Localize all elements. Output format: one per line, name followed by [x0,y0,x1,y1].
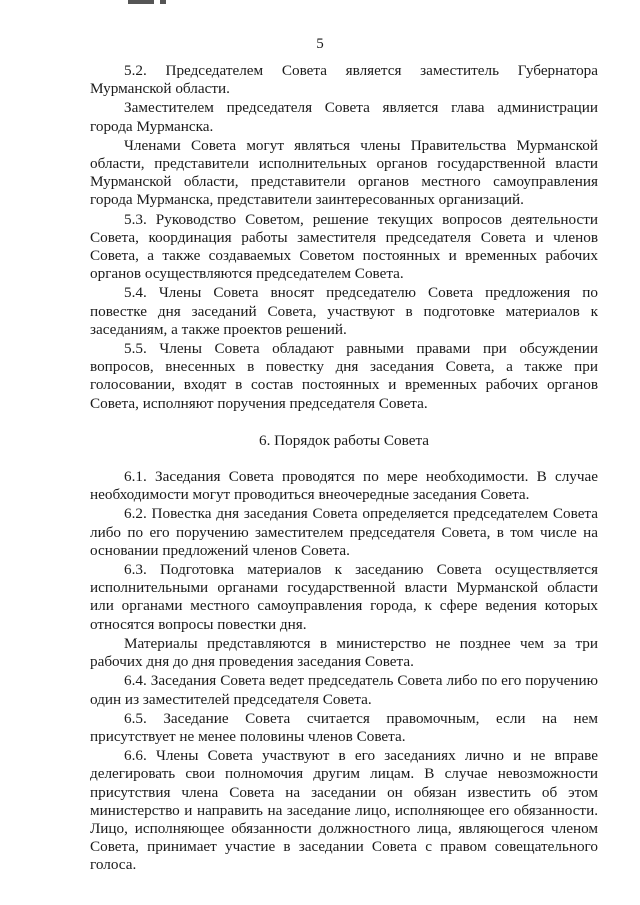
paragraph-members: Членами Совета могут являться члены Правительства Мурманской области, представители исполнительных органов государственной власти Мурманской области, представители органов местного самоуправления города Мурманска, представители заинтересованных организаций. [90,136,598,209]
paragraph-6-2: 6.2. Повестка дня заседания Совета определяется председателем Совета либо по его поручению заместителем председателя Совета, в том числе на основании предложений членов Совета. [90,505,598,559]
paragraph-6-3: 6.3. Подготовка материалов к заседанию Совета осуществляется исполнительными органами государственной власти Мурманской области или органами местного самоуправления города, к сфере ведения которых относятся вопросы повестки дня. [90,561,598,633]
scan-artifact [160,0,166,4]
paragraph-5-3: 5.3. Руководство Советом, решение текущих вопросов деятельности Совета, координация работы заместителя председателя Совета и членов Совета, а также создаваемых Советом постоянных и временных рабочих органов осуществляются председателем Совета. [90,210,598,283]
paragraph-6-5: 6.5. Заседание Совета считается правомочным, если на нем присутствует не менее половины членов Совета. [90,709,598,745]
paragraph-deputy-chair: Заместителем председателя Совета является глава администрации города Мурманска. [90,99,598,135]
paragraph-5-5: 5.5. Члены Совета обладают равными правами при обсуждении вопросов, внесенных в повестку дня заседания Совета, а также при голосовании, входят в состав постоянных и временных рабочих органов Совета, исполняют поручения председателя Совета. [90,340,598,412]
paragraph-6-6: 6.6. Члены Совета участвуют в его заседаниях лично и не вправе делегировать свои полномочия другим лицам. В случае невозможности присутствия члена Совета на заседании он обязан известить об этом министерство и направить на заседание лицо, исполняющее его обязанности. Лицо, исполняющее обязанности должностного лица, являющегося членом Совета, принимает участие в заседании Совета с правом совещательного голоса. [90,747,598,874]
paragraph-materials: Материалы представляются в министерство не позднее чем за три рабочих дня до дня проведения заседания Совета. [90,634,598,671]
document-body [90,62,598,876]
paragraph-5-2: 5.2. Председателем Совета является заместитель Губернатора Мурманской области. [90,62,598,98]
section-heading: 6. Порядок работы Совета [258,431,430,449]
paragraph-5-4: 5.4. Члены Совета вносят председателю Совета предложения по повестке дня заседаний Совета, участвуют в подготовке материалов к заседаниям, а также проектов решений. [90,284,598,338]
page-number: 5 [316,36,324,52]
paragraph-6-4: 6.4. Заседания Совета ведет председатель Совета либо по его поручению один из заместителей председателя Совета. [90,672,598,708]
paragraph-6-1: 6.1. Заседания Совета проводятся по мере необходимости. В случае необходимости могут проводиться внеочередные заседания Совета. [90,468,598,504]
scan-artifact [128,0,154,4]
